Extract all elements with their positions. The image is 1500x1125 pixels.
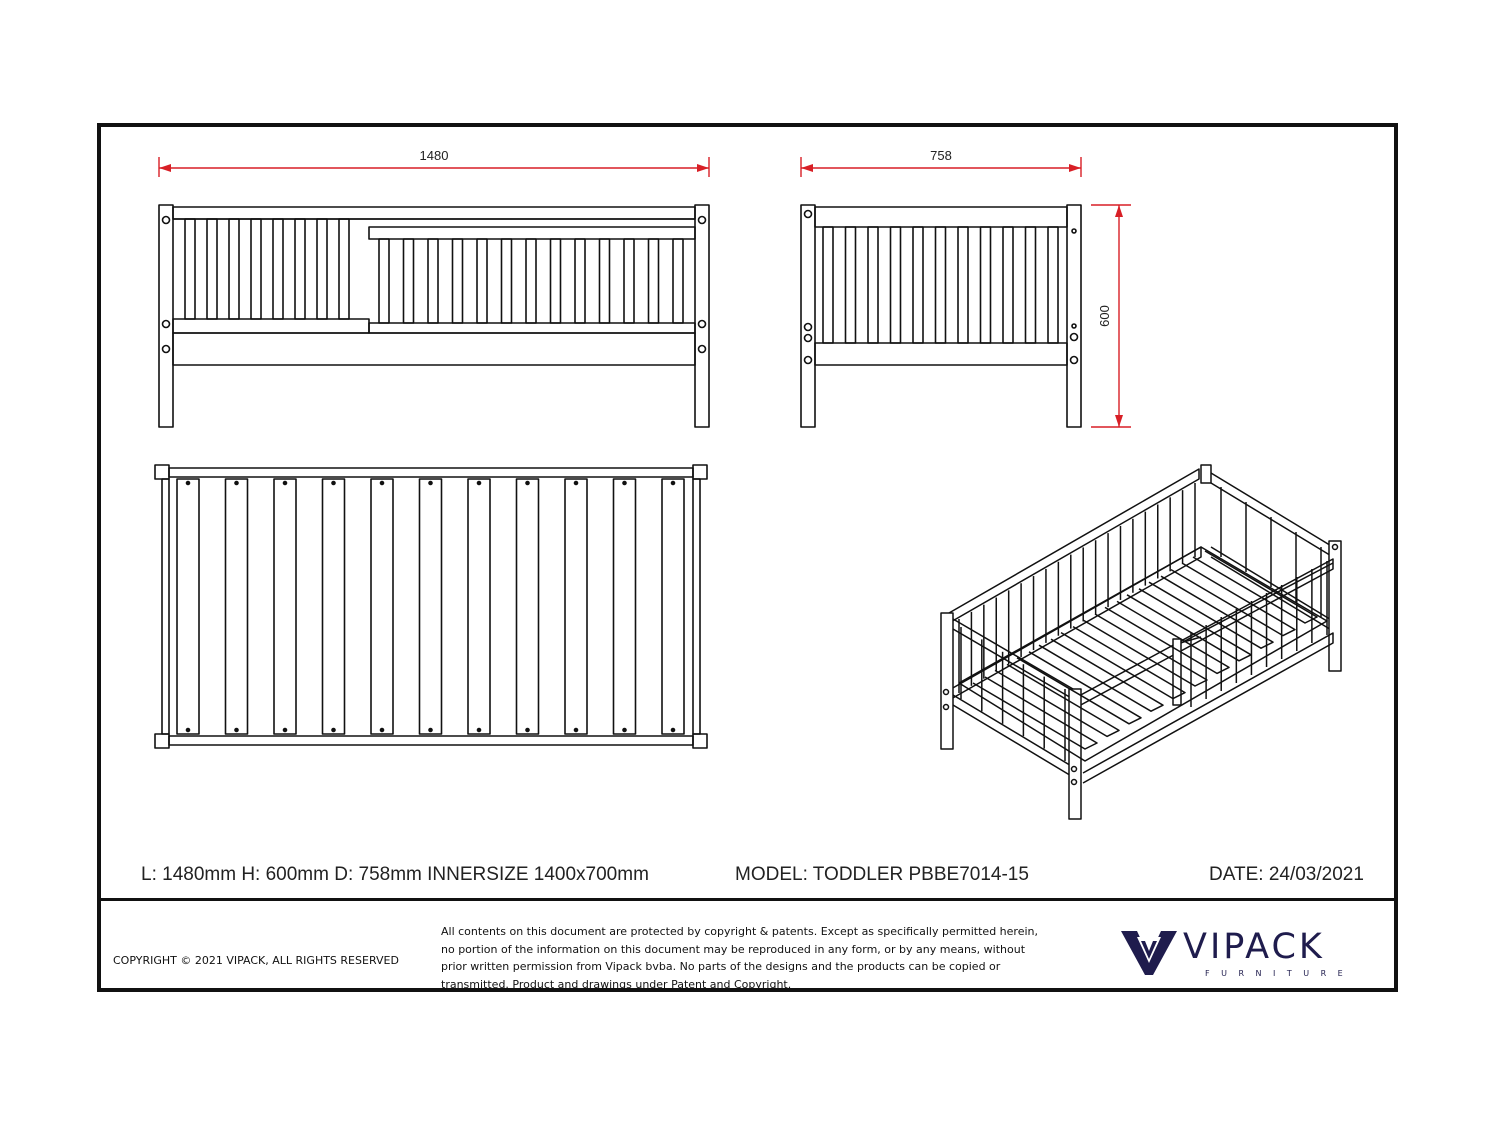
top-slat [565,479,587,734]
top-slat-screw [381,729,384,732]
legal-notice [441,923,1041,993]
legal-line: no portion of the information on this document may be reproduced in any form, or by any means, without [441,942,1026,956]
footer-divider [101,898,1394,901]
front-slat [295,219,305,319]
top-slat-screw [575,482,578,485]
logo-subtitle: FURNITURE [1205,969,1355,978]
side-slat [1048,227,1058,343]
front-slat [428,239,438,323]
front-slat [502,239,512,323]
side-slat [913,227,923,343]
front-slat [673,239,683,323]
legal-line: All contents on this document are protected by copyright & patents. Except as specifically permitted herein, [441,925,1038,938]
top-slat-screw [235,729,238,732]
iso-slat [1039,639,1163,711]
front-slat [185,219,195,319]
iso-slat [1105,601,1229,673]
front-slat [600,239,610,323]
top-slat [371,479,393,734]
side-slat [868,227,878,343]
front-slat [273,219,283,319]
iso-slat [1083,614,1207,686]
vipack-logo [1119,925,1369,985]
top-slat-screw [672,729,675,732]
top-slat-screw [332,729,335,732]
top-slat-screw [526,482,529,485]
front-slat [453,239,463,323]
copyright-text: COPYRIGHT © 2021 VIPACK, ALL RIGHTS RESERVED [113,954,399,967]
front-slat [251,219,261,319]
technical-drawing [101,127,1394,988]
top-slat [226,479,248,734]
side-slat [846,227,856,343]
side-slat [1026,227,1036,343]
front-slat [229,219,239,319]
top-slat [177,479,199,734]
top-slat-screw [187,729,190,732]
side-slat [936,227,946,343]
top-slat-screw [478,482,481,485]
top-view [155,465,707,748]
length-dimension-label: 1480 [419,148,449,163]
front-slat [404,239,414,323]
top-slat-screw [284,482,287,485]
side-slat [1003,227,1013,343]
iso-slat [1061,627,1185,699]
top-slat [614,479,636,734]
top-slat [323,479,345,734]
top-slat-screw [623,729,626,732]
top-slat [468,479,490,734]
top-slat-screw [672,482,675,485]
top-slat-screw [429,482,432,485]
legal-line: prior written permission from Vipack bvba. No parts of the designs and the products can be copied or [441,960,1001,973]
top-slat [274,479,296,734]
front-slat [477,239,487,323]
front-slat [207,219,217,319]
height-dimension-label: 600 [1097,305,1112,327]
size-spec-text: L: 1480mm H: 600mm D: 758mm INNERSIZE 1400x700mm [141,864,649,885]
front-slat [575,239,585,323]
top-slat [517,479,539,734]
logo-wordmark: VIPACK [1183,927,1325,967]
top-slat-screw [526,729,529,732]
model-spec-text: MODEL: TODDLER PBBE7014-15 [735,864,1029,885]
iso-slat [1127,589,1251,661]
side-slat [958,227,968,343]
front-slat [526,239,536,323]
top-slat-screw [284,729,287,732]
legal-line: transmitted. Product and drawings under Patent and Copyright. [441,977,792,991]
top-slat-screw [332,482,335,485]
side-slat [891,227,901,343]
date-spec-text: DATE: 24/03/2021 [1209,864,1364,885]
isometric-view [941,465,1341,819]
front-slat [317,219,327,319]
iso-slat [995,664,1119,736]
front-slat [649,239,659,323]
front-slat [551,239,561,323]
side-view [801,205,1081,427]
top-slat-screw [429,729,432,732]
top-slat-screw [623,482,626,485]
top-slat-screw [235,482,238,485]
depth-dimension-label: 758 [930,148,952,163]
front-view [159,205,709,427]
vipack-emblem-icon [1119,927,1179,979]
front-slat [624,239,634,323]
top-slat-screw [187,482,190,485]
top-slat-screw [478,729,481,732]
front-slat [339,219,349,319]
side-slat [823,227,833,343]
side-slat [981,227,991,343]
front-slat [379,239,389,323]
top-slat-screw [575,729,578,732]
top-slat [662,479,684,734]
top-slat [420,479,442,734]
drawing-sheet [97,123,1398,992]
top-slat-screw [381,482,384,485]
